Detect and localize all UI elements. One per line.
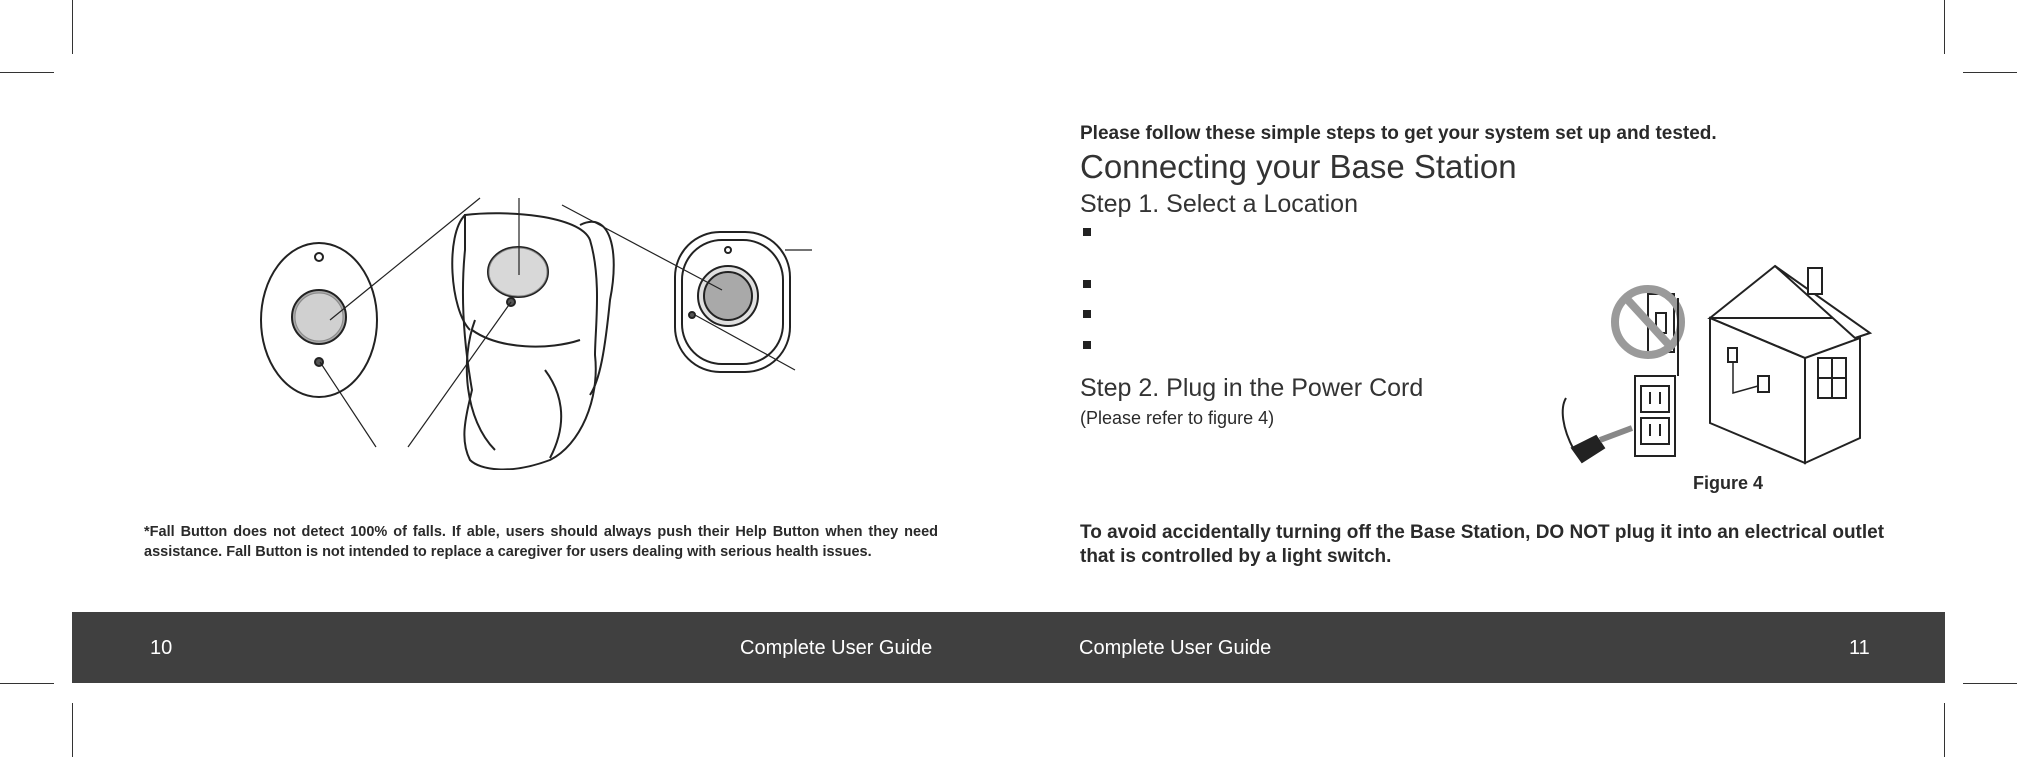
section-title: Connecting your Base Station [1080,148,1517,185]
warning-text: To avoid accidentally turning off the Base Station, DO NOT plug it into an electrical outlet that is controlled by a light switch. [1080,522,1885,567]
pendant-device [261,243,377,397]
crop-mark [1944,703,1945,757]
crop-mark [72,703,73,757]
house-icon [1710,266,1870,463]
footer-bar [72,612,1945,683]
left-footer-title: Complete User Guide [740,637,933,659]
crop-mark [0,72,54,73]
bullet-marker [1083,280,1091,288]
step2-title: Step 2. Plug in the Power Cord [1080,374,1424,402]
no-light-switch-icon [1615,289,1681,355]
step1-title: Step 1. Select a Location [1080,190,1358,218]
devices-illustration [250,190,820,470]
crop-mark [1944,0,1945,54]
crop-mark [1963,683,2017,684]
step2-note: (Please refer to figure 4) [1080,408,1275,428]
crop-mark [1963,72,2017,73]
left-page-number: 10 [150,637,173,659]
crop-mark [0,683,54,684]
bullet-marker [1083,341,1091,349]
fall-button-device [675,232,790,372]
wall-outlet-icon [1635,376,1675,456]
figure-4-illustration [1560,258,1890,470]
bullet-marker [1083,310,1091,318]
crop-mark [72,0,73,54]
right-page-number: 11 [1849,637,1870,659]
fall-button-disclaimer: *Fall Button does not detect 100% of falls. If able, users should always push their Help Button when they need assistance. Fall Button is not intended to replace a caregiver for users dealing with serious health issues. [144,524,938,560]
figure-caption: Figure 4 [1693,473,1764,493]
right-footer-title: Complete User Guide [1079,637,1272,659]
wristband-device [452,213,613,469]
intro-text: Please follow these simple steps to get your system set up and tested. [1080,123,1717,144]
power-adapter-icon [1563,398,1632,462]
bullet-marker [1083,228,1091,236]
